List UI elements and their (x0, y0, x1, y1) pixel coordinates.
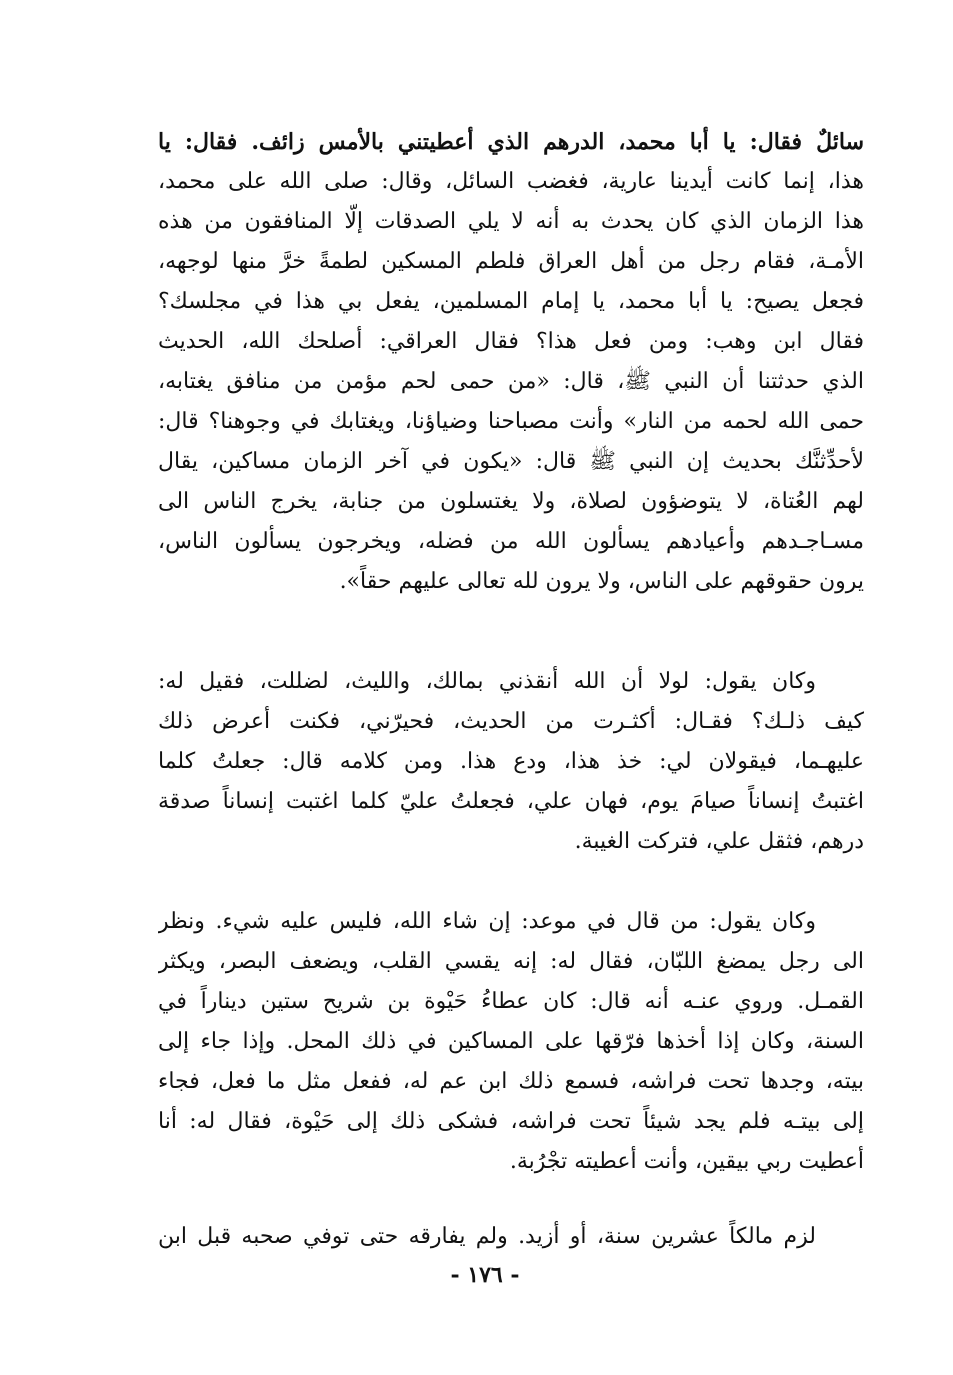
text-line: القمـل. وروي عنـه أنه قال: كان عطاءُ حَيْوة بن شريح ستين ديناراً في (158, 989, 864, 1014)
text-line: درهم، فثقل علي، فتركت الغيبة. (574, 829, 864, 854)
text-line: لزم مالكاً عشرين سنة، أو أزيد. ولم يفارقه حتى توفي صحبه قبل ابن (158, 1224, 816, 1249)
text-line: الذي حدثتنا أن النبي ﷺ، قال: «من حمى لحم مؤمن من منافق يغتابه، (158, 369, 864, 394)
text-line: وكان يقول: لولا أن الله أنقذني بمالك، والليث، لضللت، فقيل له: (158, 669, 816, 694)
text-line: مسـاجـدهم وأعيادهم يسألون الله من فضله، ويخرجون يسألون الناس، (158, 529, 864, 554)
text-line: بيته، وجدها تحت فراشه، فسمع ذلك ابن عم له، ففعل مثل ما فعل، فجاء (158, 1069, 864, 1094)
paragraph-1 (158, 122, 864, 602)
text-line: سائلٌ فقال: يا أبا محمد، الدرهم الذي أعطيتني بالأمس زائف. فقال: يا (158, 129, 864, 155)
text-line: حمى الله لحمه من النار» وأنت مصباحنا وضياؤنا، ويغتابك في وجوهنا؟ قال: (158, 409, 864, 434)
text-line: هذا، إنما كانت أيدينا عارية، فغضب السائل، وقال: صلى الله على محمد، (158, 169, 864, 194)
paragraph-2 (158, 662, 864, 862)
paragraph-3 (158, 902, 864, 1182)
paragraph-4 (158, 1217, 864, 1257)
text-line: اغتبتُ إنساناً صيامَ يوم، فهان علي، فجعلتُ عليّ كلما اغتبت إنساناً صدقة (158, 789, 864, 814)
text-line: الأمـة، فقام رجل من أهل العراق فلطم المسكين لطمةً خرَّ منها لوجهه، (158, 249, 864, 274)
text-line: لهم العُتاة، لا يتوضؤون لصلاة، ولا يغتسلون من جنابة، يخرج الناس الى (158, 489, 864, 514)
text-line: كيف ذلـك؟ فقـال: أكثـرت من الحديث، فحيرّني، فكنت أعرض ذلك (158, 709, 864, 734)
page-number: - ١٧٦ - (450, 1262, 520, 1288)
text-line: يرون حقوقهم على الناس، ولا يرون لله تعالى عليهم حقاً». (339, 569, 864, 594)
text-line: فجعل يصيح: يا أبا محمد، يا إمام المسلمين، يفعل بي هذا في مجلسك؟ (158, 289, 864, 314)
text-line: عليهـما، فيقولان لي: خذ هذا، ودع هذا. ومن كلامه قال: جعلتُ كلما (158, 749, 864, 774)
text-line: السنة، وكان إذا أخذها فرّقها على المساكين في ذلك المحل. وإذا جاء إلى (158, 1029, 864, 1054)
text-line: وكان يقول: من قال في موعد: إن شاء الله، فليس عليه شيء. ونظر (158, 909, 816, 934)
text-line: أعطيت ربي بيقين، وأنت أعطيته تجْرُبة. (509, 1149, 864, 1174)
text-line: لأحدِّثنَّك بحديث إن النبي ﷺ قال: «يكون في آخر الزمان مساكين، يقال (158, 449, 864, 474)
text-line: فقال ابن وهب: ومن فعل هذا؟ فقال العراقي: أصلحك الله، الحديث (158, 329, 864, 354)
text-line: الى رجل يمضغ اللبّان، فقال له: إنه يقسي القلب، ويضعف البصر، ويكثر (158, 949, 864, 974)
text-line: هذا الزمان الذي كان يحدث به أنه لا يلي الصدقات إلّا المنافقون من هذه (158, 209, 864, 234)
text-line: إلى بيتـه فلم يجد شيئاً تحت فراشه، فشكى ذلك إلى حَيْوة، فقال له: أنا (158, 1109, 864, 1134)
